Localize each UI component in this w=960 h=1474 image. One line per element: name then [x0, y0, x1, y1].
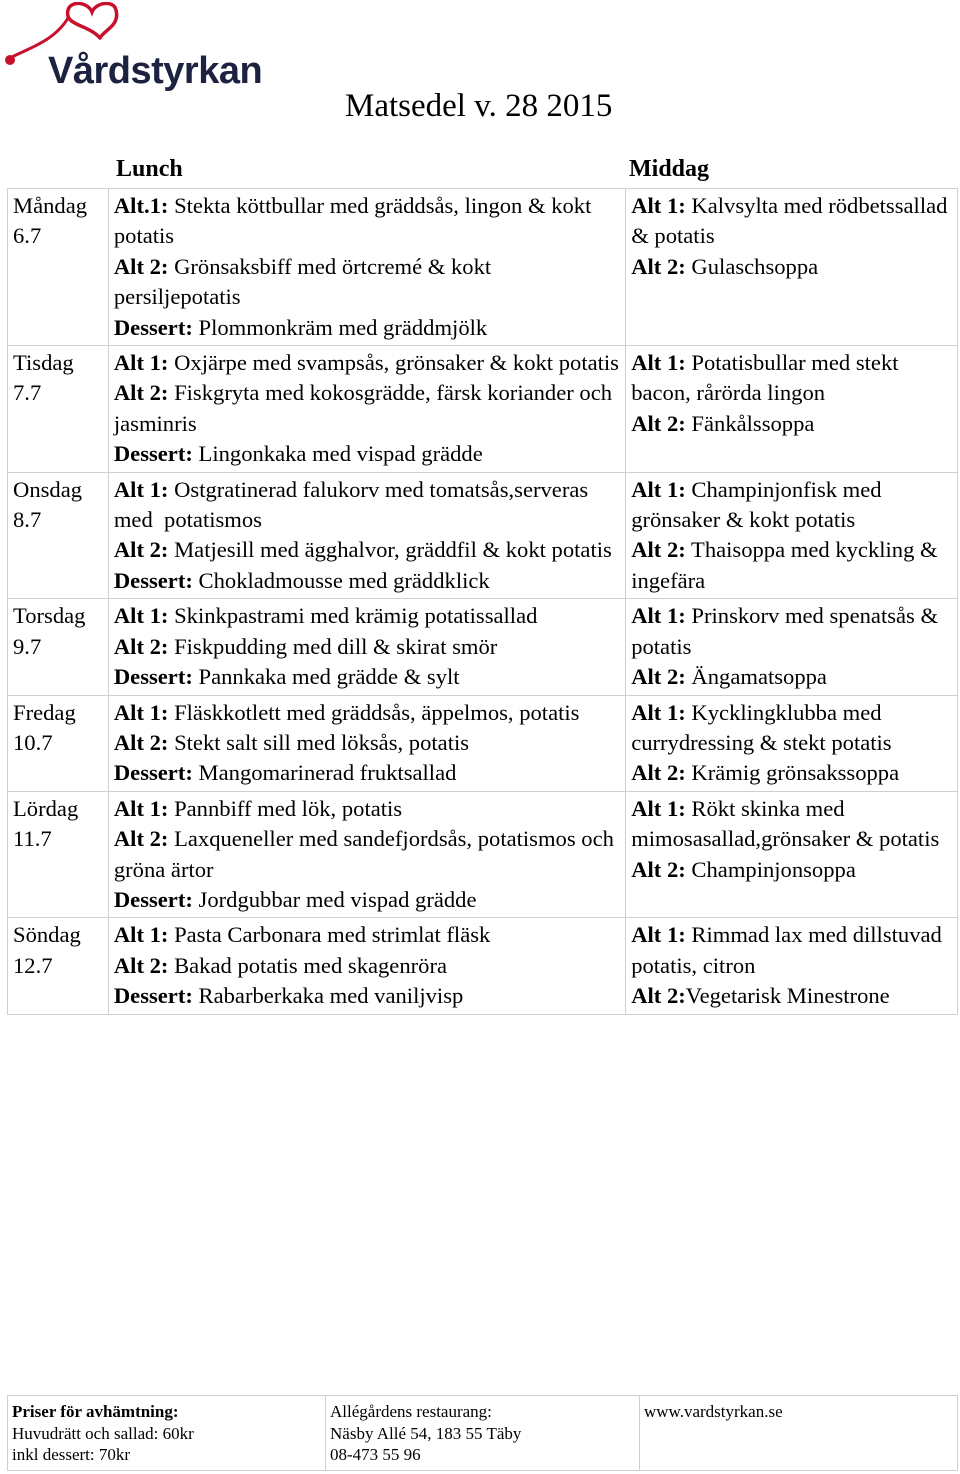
- day-cell: [8, 791, 109, 918]
- item-label: Alt 2:: [631, 664, 686, 690]
- lunch-cell: [108, 189, 625, 346]
- item-label: Dessert:: [113, 664, 193, 690]
- lunch-header: Lunch: [116, 156, 183, 182]
- item-label: Alt 1:: [113, 795, 169, 821]
- item-text: Pannkaka med grädde & sylt: [192, 664, 460, 690]
- lunch-cell: [108, 599, 625, 695]
- item-text: Vegetarisk Minestrone: [685, 983, 890, 1009]
- dinner-item: [631, 348, 952, 409]
- dinner-item: [631, 252, 952, 282]
- item-label: Dessert:: [113, 441, 193, 467]
- item-label: Alt.1:: [113, 193, 169, 218]
- item-label: Dessert:: [113, 760, 193, 786]
- dinner-item: [631, 794, 952, 855]
- restaurant-phone: 08-473 55 96: [330, 1445, 421, 1464]
- prices-title: Priser för avhämtning:: [12, 1402, 179, 1421]
- lunch-item: [114, 728, 620, 758]
- lunch-item: [114, 885, 620, 915]
- lunch-cell: [108, 695, 625, 791]
- item-text: Jordgubbar med vispad grädde: [192, 886, 477, 912]
- day-name: Tisdag: [13, 350, 74, 376]
- price-dessert: inkl dessert: 70kr: [12, 1445, 131, 1464]
- item-text: Plommonkräm med gräddmjölk: [192, 314, 488, 340]
- item-text: Potatisbullar med stekt bacon, rårörda lingon: [631, 350, 905, 406]
- dinner-cell: [626, 346, 958, 473]
- item-label: Alt 1:: [113, 699, 169, 725]
- item-text: Champinjonfisk med grönsaker & kokt potatis: [631, 476, 888, 533]
- item-label: Alt 1:: [631, 603, 686, 629]
- item-text: Fiskgryta med kokosgrädde, färsk koriander och jasminris: [113, 380, 618, 436]
- item-label: Alt 2:: [113, 729, 169, 755]
- day-row: [8, 472, 958, 599]
- item-text: Thaisoppa med kyckling & ingefära: [631, 537, 944, 593]
- day-date: 11.7: [13, 826, 52, 852]
- day-name: Onsdag: [13, 476, 83, 502]
- lunch-item: [114, 824, 620, 885]
- item-text: Grönsaksbiff med örtcremé & kokt persiljepotatis: [113, 253, 497, 310]
- lunch-item: [114, 252, 620, 313]
- lunch-item: [114, 475, 620, 536]
- item-text: Laxqueneller med sandefjordsås, potatismos och gröna ärtor: [113, 826, 620, 882]
- item-label: Alt 1:: [631, 350, 686, 376]
- day-row: [8, 189, 958, 346]
- website-link[interactable]: www.vardstyrkan.se: [644, 1402, 783, 1421]
- lunch-item: [114, 698, 620, 728]
- item-text: Prinskorv med spenatsås & potatis: [631, 603, 944, 659]
- item-label: Alt 1:: [113, 350, 169, 376]
- lunch-item: [114, 601, 620, 631]
- lunch-item: [114, 632, 620, 662]
- day-name: Lördag: [13, 795, 79, 821]
- lunch-cell: [108, 791, 625, 918]
- dinner-item: [631, 535, 952, 596]
- item-text: Lingonkaka med vispad grädde: [192, 441, 483, 467]
- restaurant-info: [326, 1396, 640, 1471]
- item-label: Alt 1:: [113, 603, 169, 629]
- item-text: Stekta köttbullar med gräddsås, lingon & kokt potatis: [113, 193, 598, 249]
- lunch-item: [114, 566, 620, 596]
- vardstyrkan-logo: [4, 2, 304, 90]
- item-text: Kalvsylta med rödbetssallad & potatis: [631, 193, 954, 249]
- lunch-item: [114, 439, 620, 469]
- lunch-cell: [108, 918, 625, 1014]
- lunch-item: [114, 313, 620, 343]
- item-label: Alt 2:: [631, 983, 686, 1009]
- day-row: [8, 918, 958, 1014]
- dinner-item: [631, 698, 952, 759]
- day-row: [8, 791, 958, 918]
- item-text: Gulaschsoppa: [685, 253, 819, 279]
- item-text: Ängamatsoppa: [685, 664, 827, 690]
- lunch-item: [114, 981, 620, 1011]
- restaurant-name: Allégårdens restaurang:: [330, 1402, 492, 1421]
- item-text: Fänkålssoppa: [685, 410, 815, 436]
- day-name: Torsdag: [13, 603, 86, 629]
- item-label: Dessert:: [113, 983, 193, 1009]
- item-text: Bakad potatis med skagenröra: [168, 952, 448, 978]
- day-date: 9.7: [13, 633, 42, 659]
- day-cell: [8, 918, 109, 1014]
- dinner-item: [631, 475, 952, 536]
- dinner-item: [631, 920, 952, 981]
- lunch-item: [114, 758, 620, 788]
- item-label: Alt 1:: [113, 476, 169, 502]
- item-label: Dessert:: [113, 314, 193, 340]
- item-text: Fläskkotlett med gräddsås, äppelmos, potatis: [168, 699, 580, 725]
- day-cell: [8, 695, 109, 791]
- lunch-cell: [108, 346, 625, 473]
- item-text: Champinjonsoppa: [685, 856, 856, 882]
- item-label: Alt 2:: [631, 856, 686, 882]
- dinner-item: [631, 409, 952, 439]
- item-label: Alt 2:: [113, 633, 169, 659]
- lunch-item: [114, 951, 620, 981]
- item-label: Alt 2:: [631, 537, 686, 563]
- item-label: Dessert:: [113, 567, 193, 593]
- item-text: Oxjärpe med svampsås, grönsaker & kokt potatis: [168, 350, 619, 376]
- price-main: Huvudrätt och sallad: 60kr: [12, 1423, 194, 1443]
- item-label: Alt 2:: [113, 253, 169, 279]
- item-text: Kycklingklubba med currydressing & stekt potatis: [631, 699, 892, 755]
- day-cell: [8, 599, 109, 695]
- dinner-cell: [626, 918, 958, 1014]
- dinner-item: [631, 981, 952, 1011]
- dinner-header: Middag: [629, 156, 710, 182]
- lunch-item: [114, 920, 620, 950]
- lunch-item: [114, 191, 620, 252]
- item-text: Mangomarinerad fruktsallad: [192, 760, 457, 786]
- day-name: Fredag: [13, 699, 76, 725]
- footer-table: [7, 1395, 958, 1471]
- day-cell: [8, 189, 109, 346]
- dinner-item: [631, 191, 952, 252]
- item-text: Matjesill med ägghalvor, gräddfil & kokt potatis: [168, 537, 612, 563]
- item-label: Alt 2:: [631, 410, 686, 436]
- item-text: Pasta Carbonara med strimlat fläsk: [168, 922, 491, 948]
- lunch-item: [114, 378, 620, 439]
- lunch-item: [114, 662, 620, 692]
- dinner-cell: [626, 791, 958, 918]
- item-text: Fiskpudding med dill & skirat smör: [168, 633, 498, 659]
- day-row: [8, 346, 958, 473]
- item-label: Alt 1:: [631, 795, 686, 821]
- item-text: Krämig grönsakssoppa: [685, 760, 900, 786]
- price-info: [8, 1396, 326, 1471]
- menu-table: [7, 188, 958, 1015]
- day-cell: [8, 472, 109, 599]
- item-label: Alt 2:: [113, 826, 169, 852]
- item-label: Alt 1:: [631, 476, 686, 502]
- lunch-item: [114, 794, 620, 824]
- day-date: 8.7: [13, 507, 42, 533]
- day-name: Söndag: [13, 922, 81, 948]
- dinner-cell: [626, 599, 958, 695]
- item-label: Alt 1:: [631, 699, 686, 725]
- logo-wordmark: Vårdstyrkan: [48, 50, 263, 92]
- dinner-item: [631, 758, 952, 788]
- item-label: Alt 1:: [631, 922, 686, 948]
- item-label: Alt 1:: [631, 193, 686, 218]
- item-text: Rabarberkaka med vaniljvisp: [192, 983, 464, 1009]
- item-label: Alt 2:: [631, 253, 686, 279]
- item-text: Ostgratinerad falukorv med tomatsås,serveras med potatismos: [113, 476, 594, 533]
- dinner-cell: [626, 189, 958, 346]
- day-row: [8, 695, 958, 791]
- lunch-cell: [108, 472, 625, 599]
- website-cell: [640, 1396, 958, 1471]
- day-row: [8, 599, 958, 695]
- day-cell: [8, 346, 109, 473]
- dinner-item: [631, 601, 952, 662]
- item-label: Alt 1:: [113, 922, 169, 948]
- lunch-item: [114, 535, 620, 565]
- item-text: Rimmad lax med dillstuvad potatis, citron: [631, 922, 948, 978]
- dinner-cell: [626, 472, 958, 599]
- item-label: Alt 2:: [113, 952, 169, 978]
- item-text: Stekt salt sill med löksås, potatis: [168, 729, 470, 755]
- dinner-item: [631, 662, 952, 692]
- item-label: Dessert:: [113, 886, 193, 912]
- item-text: Skinkpastrami med krämig potatissallad: [168, 603, 538, 629]
- day-date: 6.7: [13, 223, 42, 249]
- day-date: 10.7: [13, 729, 53, 755]
- item-label: Alt 2:: [113, 380, 169, 406]
- dinner-cell: [626, 695, 958, 791]
- item-text: Chokladmousse med gräddklick: [192, 567, 490, 593]
- day-date: 7.7: [13, 380, 42, 406]
- lunch-item: [114, 348, 620, 378]
- item-label: Alt 2:: [113, 537, 169, 563]
- item-text: Pannbiff med lök, potatis: [168, 795, 403, 821]
- dinner-item: [631, 855, 952, 885]
- day-date: 12.7: [13, 952, 53, 978]
- item-label: Alt 2:: [631, 760, 686, 786]
- restaurant-address: Näsby Allé 54, 183 55 Täby: [330, 1423, 522, 1443]
- page-title: Matsedel v. 28 2015: [345, 88, 613, 124]
- item-text: Rökt skinka med mimosasallad,grönsaker & potatis: [631, 795, 940, 852]
- day-name: Måndag: [13, 193, 88, 218]
